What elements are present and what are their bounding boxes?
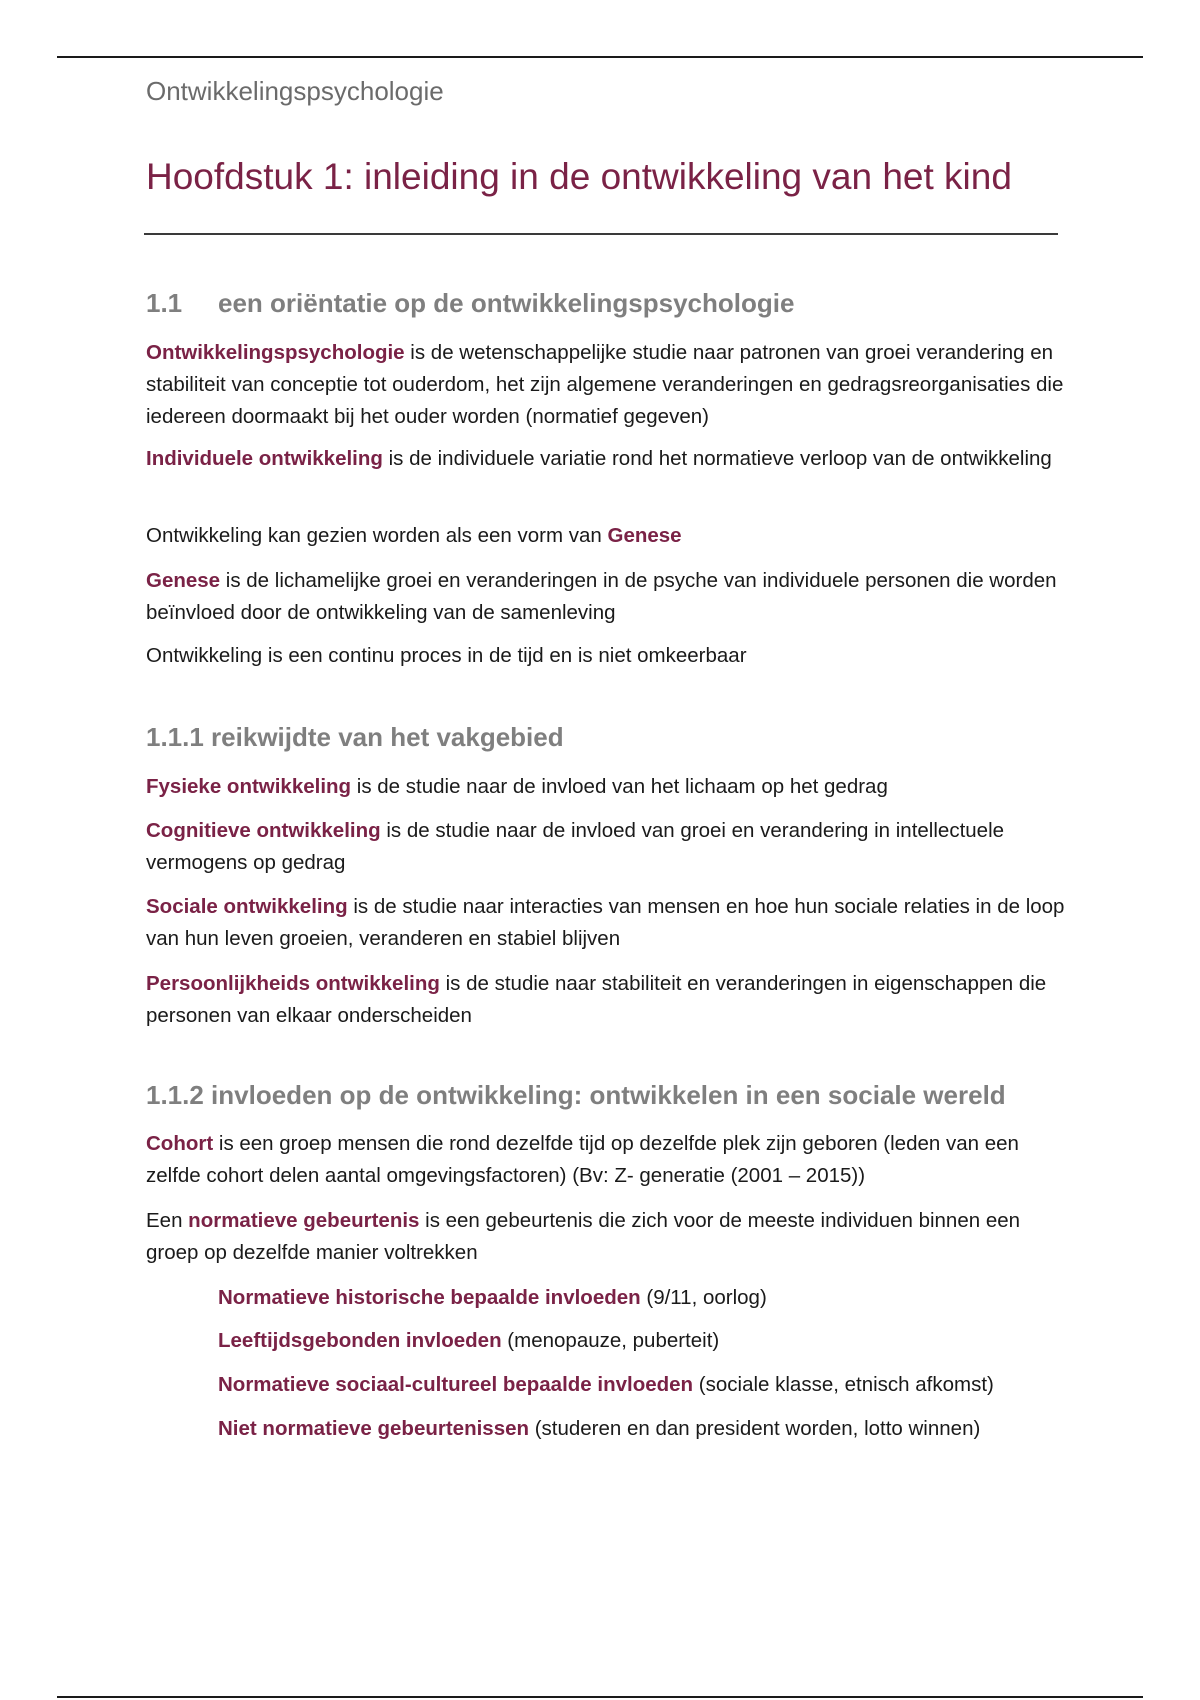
paragraph-text: Ontwikkeling is een continu proces in de tijd en is niet omkeerbaar xyxy=(146,644,747,667)
top-rule xyxy=(57,56,1143,58)
paragraph xyxy=(146,443,1066,475)
term: Normatieve historische bepaalde invloeden xyxy=(218,1286,641,1309)
paragraph-text: Ontwikkeling kan gezien worden als een vorm van xyxy=(146,524,608,547)
list-item xyxy=(218,1325,1078,1357)
list-item-text: (sociale klasse, etnisch afkomst) xyxy=(693,1373,994,1396)
section-title: een oriëntatie op de ontwikkelingspsychologie xyxy=(218,288,795,318)
term: Normatieve sociaal-cultureel bepaalde invloeden xyxy=(218,1373,694,1396)
definition-text: is de lichamelijke groei en veranderingen in de psyche van individuele personen die worden beïnvloed door de ontwikkeling van de samenleving xyxy=(146,569,1057,624)
chapter-rule xyxy=(144,233,1058,235)
definition-text: is een groep mensen die rond dezelfde tijd op dezelfde plek zijn geboren (leden van een zelfde cohort delen aantal omgevingsfactoren) (Bv: Z- generatie (2001 – 2015)) xyxy=(146,1132,1019,1187)
list-item-text: (menopauze, puberteit) xyxy=(501,1329,720,1352)
term: Ontwikkelingspsychologie xyxy=(146,341,405,364)
paragraph xyxy=(146,520,1066,552)
definition-text: is de studie naar stabiliteit en veranderingen in eigenschappen die personen van elkaar onderscheiden xyxy=(146,972,1047,1027)
paragraph xyxy=(146,565,1066,629)
definition-text: is de wetenschappelijke studie naar patronen van groei verandering en stabiliteit van conceptie tot ouderdom, het zijn algemene veranderingen en gedragsreorganisaties die iedereen doormaakt bij het ouder worden (normatief gegeven) xyxy=(146,341,1064,428)
term: Individuele ontwikkeling xyxy=(146,447,383,470)
definition-text: is een gebeurtenis die zich voor de meeste individuen binnen een groep op dezelfde manier voltrekken xyxy=(146,1209,1021,1264)
paragraph xyxy=(146,640,1066,672)
definition-text: is de studie naar de invloed van het lichaam op het gedrag xyxy=(351,775,888,798)
section-heading-1-1 xyxy=(146,288,794,319)
paragraph xyxy=(146,891,1066,955)
term: Niet normatieve gebeurtenissen xyxy=(218,1417,530,1440)
term: Cognitieve ontwikkeling xyxy=(146,819,381,842)
list-item xyxy=(218,1282,1078,1314)
section-heading-1-1-1: 1.1.1 reikwijdte van het vakgebied xyxy=(146,722,564,752)
paragraph xyxy=(146,815,1066,879)
definition-text: is de individuele variatie rond het normatieve verloop van de ontwikkeling xyxy=(382,447,1052,470)
paragraph xyxy=(146,1128,1066,1192)
bottom-rule xyxy=(57,1696,1143,1698)
term: Fysieke ontwikkeling xyxy=(146,775,352,798)
term: Genese xyxy=(607,524,682,547)
running-header: Ontwikkelingspsychologie xyxy=(146,76,444,106)
list-item-text: (9/11, oorlog) xyxy=(640,1286,767,1309)
paragraph xyxy=(146,1205,1066,1269)
term: Sociale ontwikkeling xyxy=(146,895,348,918)
chapter-title: Hoofdstuk 1: inleiding in de ontwikkeling van het kind xyxy=(146,156,1012,197)
term: normatieve gebeurtenis xyxy=(188,1209,420,1232)
term: Genese xyxy=(146,569,221,592)
paragraph xyxy=(146,968,1066,1032)
paragraph xyxy=(146,771,1066,803)
paragraph xyxy=(146,337,1066,433)
list-item xyxy=(218,1413,1078,1445)
definition-text: is de studie naar de invloed van groei en verandering in intellectuele vermogens op gedrag xyxy=(146,819,1005,874)
list-item xyxy=(218,1369,1078,1401)
list-item-text: (studeren en dan president worden, lotto winnen) xyxy=(529,1417,981,1440)
definition-text: is de studie naar interacties van mensen en hoe hun sociale relaties in de loop van hun leven groeien, veranderen en stabiel blijven xyxy=(146,895,1065,950)
term: Cohort xyxy=(146,1132,214,1155)
paragraph-text: Een xyxy=(146,1209,189,1232)
section-number: 1.1 xyxy=(146,288,183,318)
term: Leeftijdsgebonden invloeden xyxy=(218,1329,502,1352)
section-heading-1-1-2: 1.1.2 invloeden op de ontwikkeling: ontwikkelen in een sociale wereld xyxy=(146,1080,1006,1110)
term: Persoonlijkheids ontwikkeling xyxy=(146,972,440,995)
